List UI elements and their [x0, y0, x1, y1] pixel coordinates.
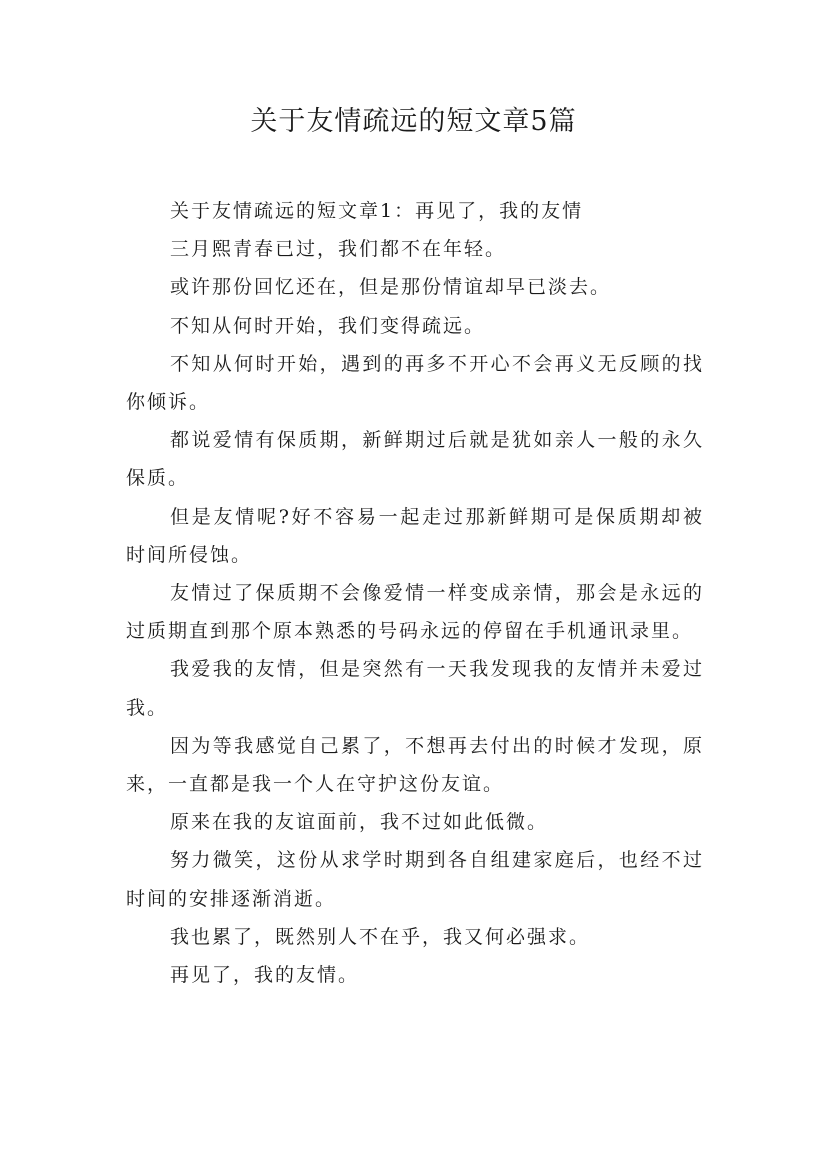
document-title: 关于友情疏远的短文章5篇: [250, 106, 577, 137]
paragraph: 友情过了保质期不会像爱情一样变成亲情，那会是永远的过质期直到那个原本熟悉的号码永远的停留在手机通讯录里。: [126, 582, 704, 643]
paragraph: 原来在我的友谊面前，我不过如此低微。: [170, 811, 549, 834]
paragraph: 不知从何时开始，我们变得疏远。: [170, 314, 486, 337]
document-body: [126, 192, 704, 994]
paragraph: 努力微笑，这份从求学时期到各自组建家庭后，也经不过时间的安排逐渐消逝。: [126, 849, 704, 910]
paragraph: 或许那份回忆还在，但是那份情谊却早已淡去。: [170, 276, 612, 299]
paragraph: 我爱我的友情，但是突然有一天我发现我的友情并未爱过我。: [126, 658, 704, 719]
paragraph: 关于友情疏远的短文章1：再见了，我的友情: [170, 200, 584, 222]
paragraph: 但是友情呢?好不容易一起走过那新鲜期可是保质期却被时间所侵蚀。: [126, 505, 704, 566]
paragraph: 再见了，我的友情。: [170, 964, 360, 987]
paragraph: 都说爱情有保质期，新鲜期过后就是犹如亲人一般的永久保质。: [126, 429, 704, 490]
paragraph: 因为等我感觉自己累了，不想再去付出的时候才发现，原来，一直都是我一个人在守护这份友谊。: [126, 734, 704, 796]
paragraph: 不知从何时开始，遇到的再多不开心不会再义无反顾的找你倾诉。: [126, 352, 704, 414]
paragraph: 三月熙青春已过，我们都不在年轻。: [170, 238, 507, 261]
paragraph: 我也累了，既然别人不在乎，我又何必强求。: [170, 925, 591, 948]
